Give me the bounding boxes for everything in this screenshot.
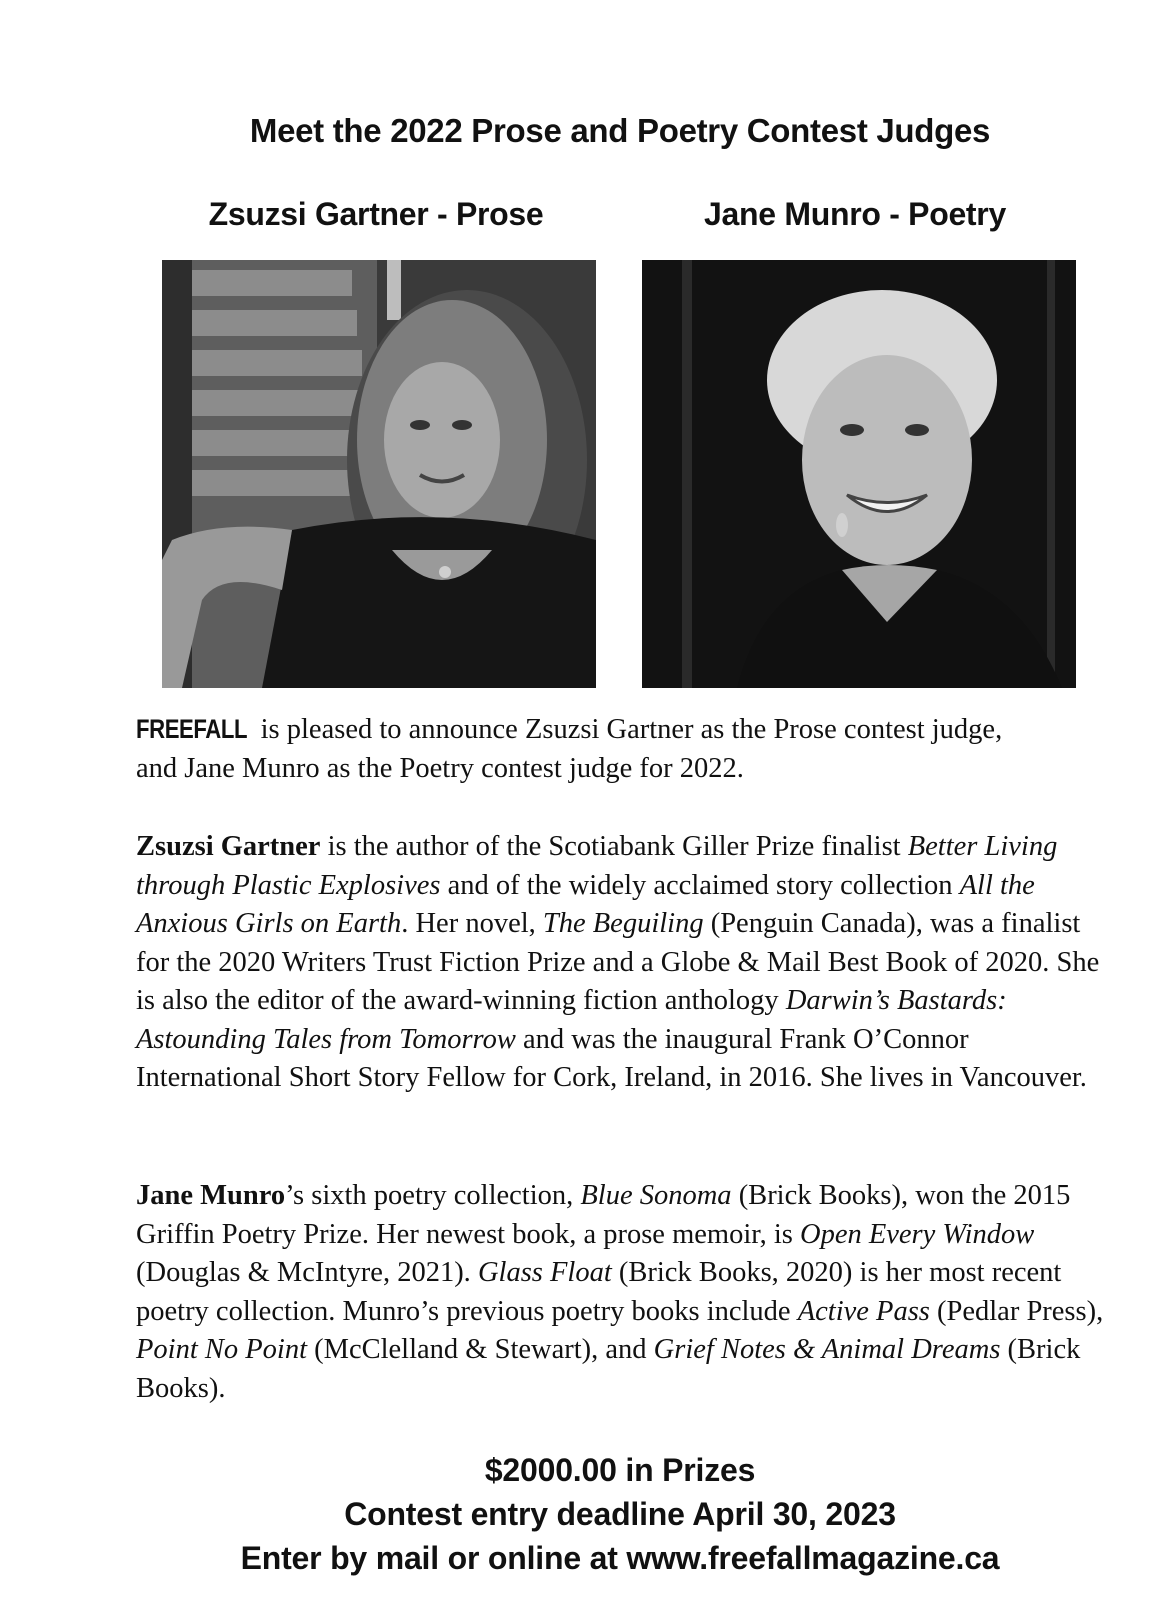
judge-photo-prose — [162, 260, 596, 688]
intro-paragraph: FREEFALL is pleased to announce Zsuzsi Gartner as the Prose contest judge, and Jane Munro as the Poetry contest judge for 2022. — [136, 710, 1106, 788]
entry-deadline: Contest entry deadline April 30, 2023 — [344, 1496, 896, 1532]
judge-heading-poetry: Jane Munro - Poetry — [704, 196, 1006, 232]
bio-zsuzsi-gartner: Zsuzsi Gartner is the author of the Scotiabank Giller Prize finalist Better Living through Plastic Explosives and of the widely acclaimed story collection All the Anxious Girls on Earth. Her novel, The Beguiling (Penguin Canada), was a finalist for the 2020 Writers Trust Fiction Prize and a Globe & Mail Best Book of 2020. She is also the editor of the award-winning fiction anthology Darwin’s Bastards: Astounding Tales from Tomorrow and was the inaugural Frank O’Connor International Short Story Fellow for Cork, Ireland, in 2016. She lives in Vancouver. — [136, 831, 1100, 1093]
judge-heading-prose: Zsuzsi Gartner - Prose — [208, 196, 544, 232]
page-title: Meet the 2022 Prose and Poetry Contest Judges — [249, 112, 991, 149]
entry-instructions: Enter by mail or online at www.freefallmagazine.ca — [240, 1540, 1000, 1576]
prize-amount: $2000.00 in Prizes — [484, 1452, 756, 1488]
judge-photo-poetry — [642, 260, 1076, 688]
bio-jane-munro: Jane Munro’s sixth poetry collection, Blue Sonoma (Brick Books), won the 2015 Griffin Poetry Prize. Her newest book, a prose memoir, is Open Every Window (Douglas & McIntyre, 2021). Glass Float (Brick Books, 2020) is her most recent poetry collection. Munro’s previous poetry books include Active Pass (Pedlar Press), Point No Point (McClelland & Stewart), and Grief Notes & Animal Dreams (Brick Books). — [136, 1180, 1104, 1404]
freefall-logo: FREEFALL — [136, 714, 248, 744]
